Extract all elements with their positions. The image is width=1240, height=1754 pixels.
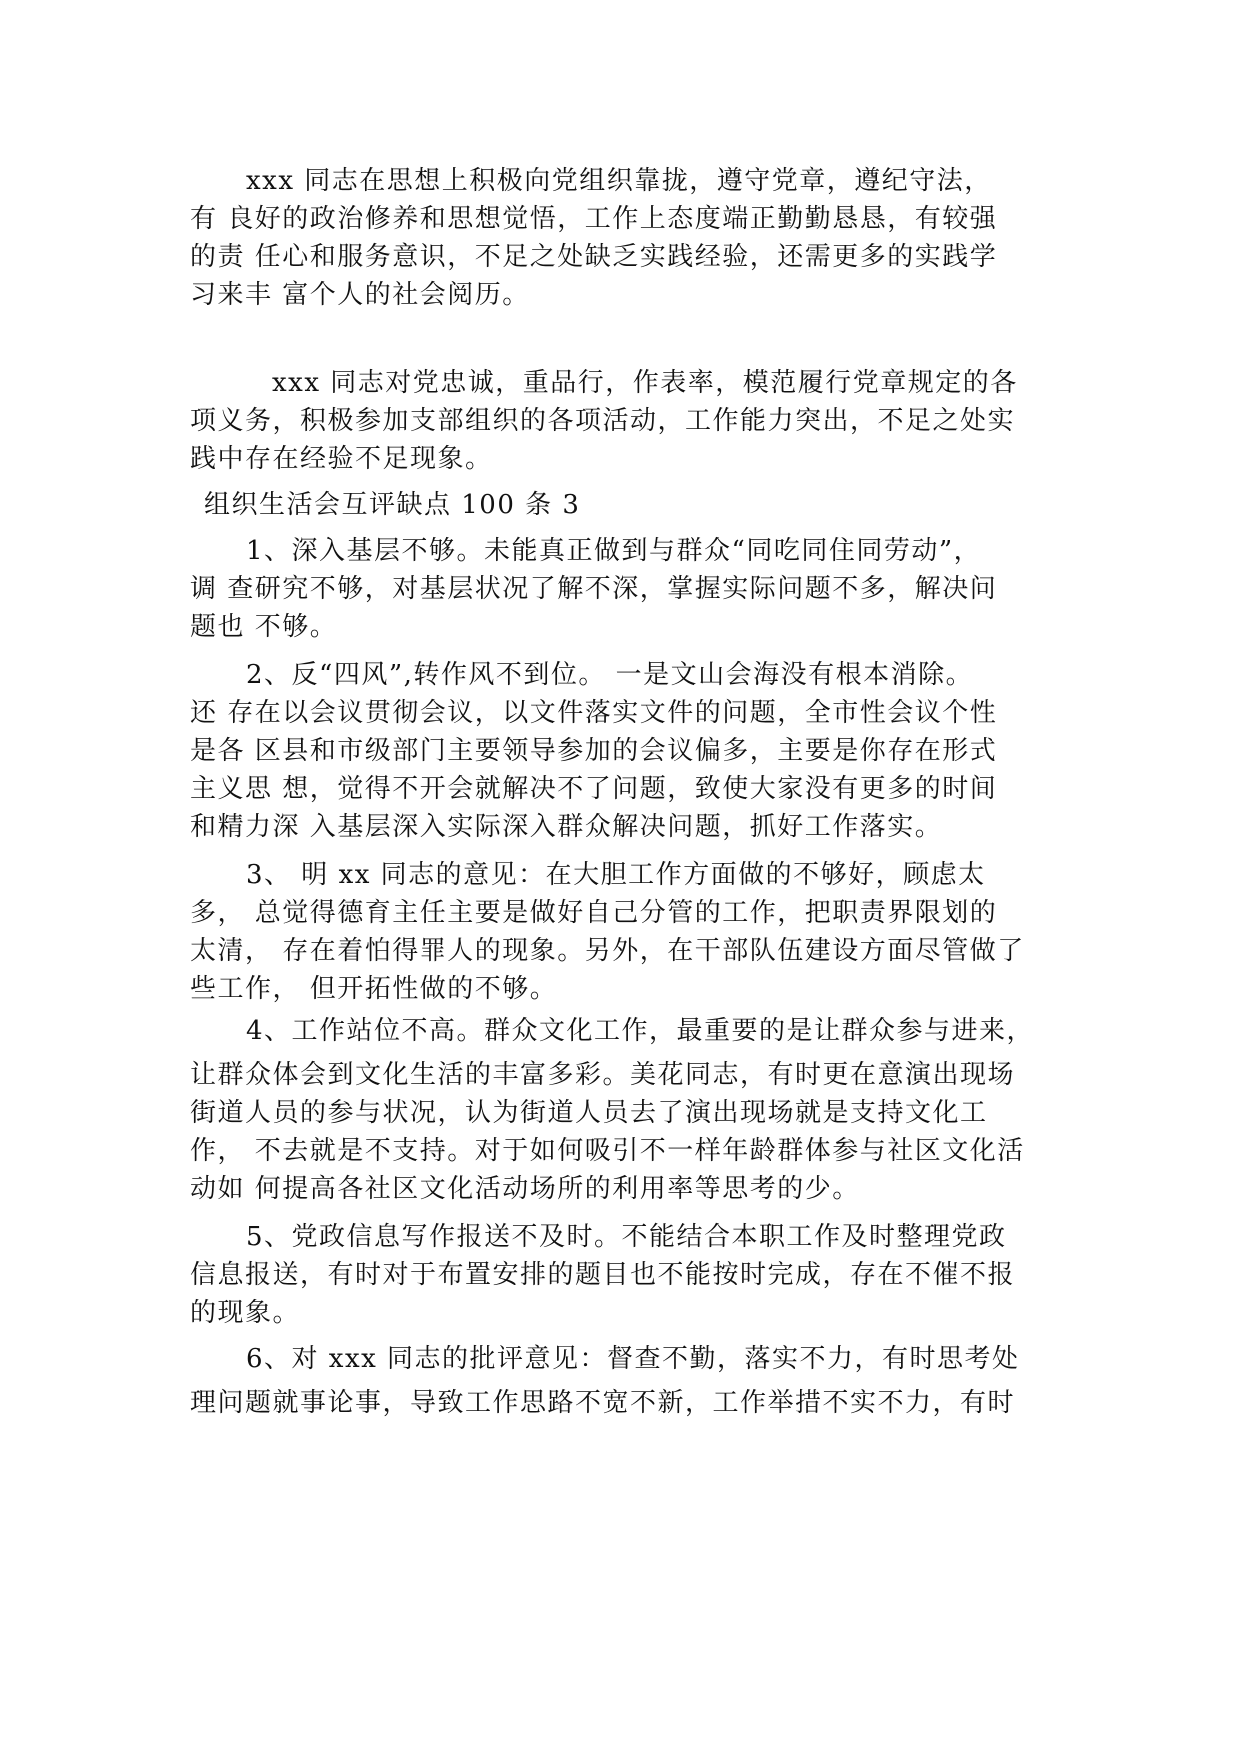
item-line: 让群众体会到文化生活的丰富多彩。美花同志，有时更在意演出现场 bbox=[190, 1060, 1016, 1090]
list-item-5 bbox=[190, 1218, 1080, 1332]
paragraph-line: 习来丰 富个人的社会阅历。 bbox=[190, 280, 530, 310]
paragraph-line: xxx 同志对党忠诚，重品行，作表率，模范履行党章规定的各 bbox=[272, 368, 1018, 398]
paragraph-1 bbox=[190, 162, 1080, 314]
list-item-1 bbox=[190, 532, 1080, 646]
list-item-3 bbox=[190, 856, 1080, 1008]
item-line: 太清， 存在着怕得罪人的现象。另外，在干部队伍建设方面尽管做了 bbox=[190, 936, 1025, 966]
item-line: 还 存在以会议贯彻会议，以文件落实文件的问题，全市性会议个性 bbox=[190, 698, 998, 728]
item-line: 理问题就事论事，导致工作思路不宽不新，工作举措不实不力，有时 bbox=[190, 1388, 1016, 1418]
item-line: 调 查研究不够，对基层状况了解不深，掌握实际问题不多，解决问 bbox=[190, 574, 998, 604]
paragraph-line: xxx 同志在思想上积极向党组织靠拢，遵守党章，遵纪守法， bbox=[246, 166, 992, 196]
item-line: 动如 何提高各社区文化活动场所的利用率等思考的少。 bbox=[190, 1174, 860, 1204]
item-line: 题也 不够。 bbox=[190, 612, 338, 642]
paragraph-line: 项义务，积极参加支部组织的各项活动，工作能力突出，不足之处实 bbox=[190, 406, 1016, 436]
item-line: 作， 不去就是不支持。对于如何吸引不一样年龄群体参与社区文化活 bbox=[190, 1136, 1025, 1166]
item-line: 些工作， 但开拓性做的不够。 bbox=[190, 974, 558, 1004]
paragraph-line: 有 良好的政治修养和思想觉悟，工作上态度端正勤勤恳恳，有较强 bbox=[190, 204, 998, 234]
item-line: 1、深入基层不够。未能真正做到与群众“同吃同住同劳动”， bbox=[246, 536, 982, 566]
section-heading: 组织生活会互评缺点 100 条 3 bbox=[204, 490, 581, 520]
item-line: 4、工作站位不高。群众文化工作，最重要的是让群众参与进来， bbox=[246, 1016, 1035, 1046]
item-line: 3、 明 xx 同志的意见：在大胆工作方面做的不够好，顾虑太 bbox=[246, 860, 986, 890]
list-item-6 bbox=[190, 1340, 1080, 1422]
paragraph-line: 践中存在经验不足现象。 bbox=[190, 444, 493, 474]
item-line: 多， 总觉得德育主任主要是做好自己分管的工作，把职责界限划的 bbox=[190, 898, 998, 928]
item-line: 5、党政信息写作报送不及时。不能结合本职工作及时整理党政 bbox=[246, 1222, 1007, 1252]
item-line: 的现象。 bbox=[190, 1298, 301, 1328]
item-line: 2、反“四风”,转作风不到位。 一是文山会海没有根本消除。 bbox=[246, 660, 974, 690]
paragraph-line: 的责 任心和服务意识，不足之处缺乏实践经验，还需更多的实践学 bbox=[190, 242, 998, 272]
list-item-2 bbox=[190, 656, 1080, 846]
item-line: 信息报送，有时对于布置安排的题目也不能按时完成，存在不催不报 bbox=[190, 1260, 1016, 1290]
item-line: 主义思 想，觉得不开会就解决不了问题，致使大家没有更多的时间 bbox=[190, 774, 998, 804]
item-line: 是各 区县和市级部门主要领导参加的会议偏多，主要是你存在形式 bbox=[190, 736, 998, 766]
list-item-4 bbox=[190, 1012, 1080, 1208]
item-line: 街道人员的参与状况，认为街道人员去了演出现场就是支持文化工 bbox=[190, 1098, 988, 1128]
paragraph-2 bbox=[190, 364, 1080, 478]
item-line: 和精力深 入基层深入实际深入群众解决问题，抓好工作落实。 bbox=[190, 812, 943, 842]
item-line: 6、对 xxx 同志的批评意见：督查不勤，落实不力，有时思考处 bbox=[246, 1344, 1020, 1374]
